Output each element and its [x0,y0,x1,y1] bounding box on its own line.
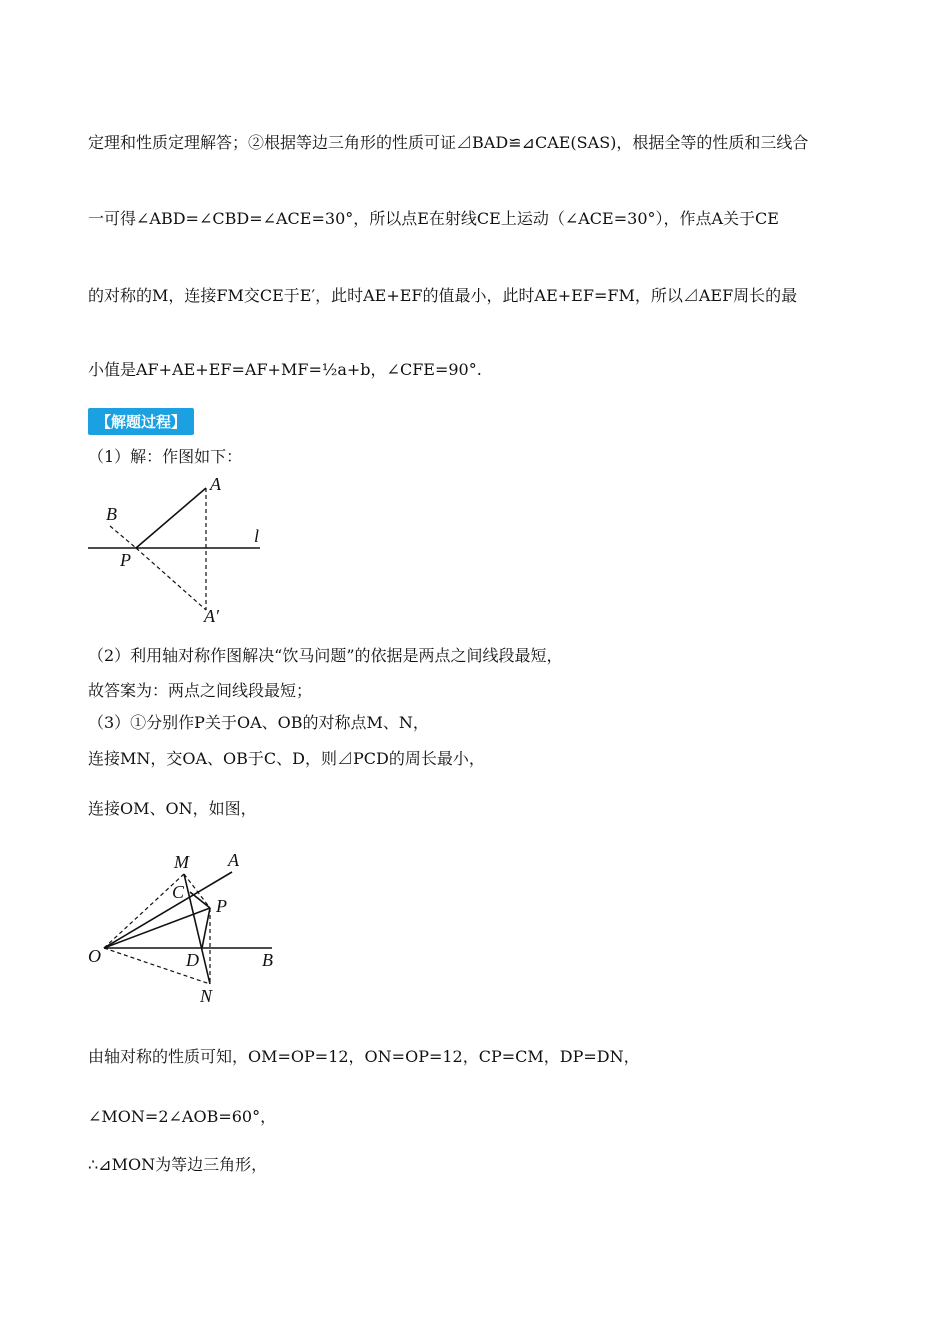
label-O: O [88,946,101,966]
segment-PD [202,908,210,948]
segment-BP-dashed [110,526,136,548]
label-A: A [210,474,221,494]
label-M: M [174,852,189,872]
label-A: A [228,850,239,870]
step-line-9: ∴⊿MON为等边三角形， [88,1155,268,1174]
step-line-5: 连接MN，交OA、OB于C、D，则⊿PCD的周长最小， [88,749,485,768]
paragraph-line-3: 的对称的M，连接FM交CE于E′，此时AE+EF的值最小，此时AE+EF=FM，所以⊿AEF周长的最 [88,286,798,305]
segment-CP [190,892,210,908]
paragraph-line-4: 小值是AF+AE+EF=AF+MF=½a+b，∠CFE=90°. [88,360,482,379]
step-line-4: （3）①分别作P关于OA、OB的对称点M、N， [88,713,429,732]
label-P: P [120,550,131,570]
segment-PA-prime-dashed [136,548,206,610]
label-C: C [172,882,185,902]
step-line-3: 故答案为：两点之间线段最短； [88,681,313,700]
label-P: P [216,896,227,916]
section-tag: 【解题过程】 [88,408,194,435]
ray-OA [104,872,232,948]
segment-PA [136,488,206,548]
label-B: B [262,950,273,970]
label-D: D [186,950,199,970]
step-line-1: （1）解：作图如下： [88,447,243,466]
label-A-prime: A′ [204,606,219,626]
figure-2-diagram [80,848,300,1008]
figure-1-diagram [80,470,280,630]
step-line-8: ∠MON=2∠AOB=60°， [88,1107,277,1126]
paragraph-line-2: 一可得∠ABD=∠CBD=∠ACE=30°，所以点E在射线CE上运动（∠ACE=30°），作点A关于CE [88,209,779,228]
step-line-2: （2）利用轴对称作图解决“饮马问题”的依据是两点之间线段最短， [88,646,563,665]
label-l: l [254,526,260,546]
step-line-7: 由轴对称的性质可知，OM=OP=12，ON=OP=12，CP=CM，DP=DN， [88,1047,640,1066]
label-B: B [106,504,117,524]
label-N: N [200,986,213,1006]
step-line-6: 连接OM、ON，如图， [88,799,257,818]
paragraph-line-1: 定理和性质定理解答；②根据等边三角形的性质可证⊿BAD≌⊿CAE(SAS)，根据全等的性质和三线合 [88,133,809,152]
